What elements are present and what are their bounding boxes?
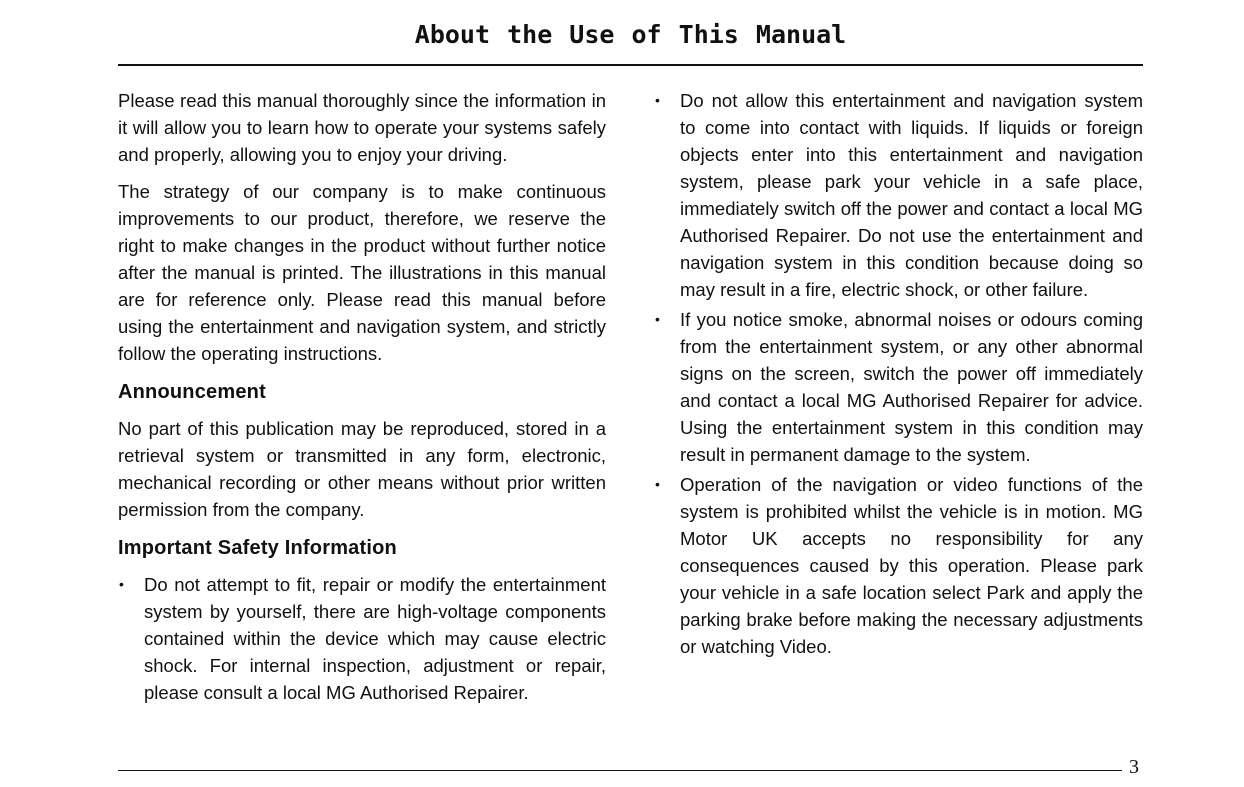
announcement-paragraph: No part of this publication may be reproduced, stored in a retrieval system or transmitted in any form, electronic, mechanical recording or other means without prior written permission from the company. <box>118 418 606 520</box>
page-title: About the Use of This Manual <box>414 20 847 49</box>
safety-bullet-item <box>118 571 606 706</box>
bullet-icon: • <box>655 476 660 492</box>
bullet-text: If you notice smoke, abnormal noises or odours coming from the entertainment system, or any other abnormal signs on the screen, switch the power off immediately and contact a local MG Authorised Repairer for advice. Using the entertainment system in this condition may result in permanent damage to the system. <box>680 309 1143 465</box>
bullet-icon: • <box>655 311 660 327</box>
bullet-text: Do not attempt to fit, repair or modify the entertainment system by yourself, there are high-voltage components contained within the device which may cause electric shock. For internal inspection, adjustment or repair, please consult a local MG Authorised Repairer. <box>144 574 606 703</box>
title-divider <box>118 64 1143 66</box>
safety-bullet-item <box>654 87 1143 303</box>
announcement-heading: Announcement <box>118 381 266 403</box>
intro-paragraph: Please read this manual thoroughly since the information in it will allow you to learn how to operate your systems safely and properly, allowing you to enjoy your driving. <box>118 90 606 165</box>
bullet-icon: • <box>655 92 660 108</box>
footer-divider <box>118 770 1122 771</box>
bullet-icon: • <box>119 576 124 592</box>
safety-bullet-list <box>118 571 606 706</box>
page-number: 3 <box>1129 756 1139 778</box>
right-column <box>654 87 1143 663</box>
safety-bullet-item <box>654 306 1143 468</box>
safety-bullet-list-continued <box>654 87 1143 660</box>
strategy-paragraph: The strategy of our company is to make continuous improvements to our product, therefore, we reserve the right to make changes in the product without further notice after the manual is printed. The illustrations in this manual are for reference only. Please read this manual before using the entertainment and navigation system, and strictly follow the operating instructions. <box>118 181 606 364</box>
bullet-text: Operation of the navigation or video functions of the system is prohibited whilst the vehicle is in motion. MG Motor UK accepts no responsibility for any consequences caused by this operation. Please park your vehicle in a safe location select Park and apply the parking brake before making the necessary adjustments or watching Video. <box>680 474 1143 657</box>
bullet-text: Do not allow this entertainment and navigation system to come into contact with liquids. If liquids or foreign objects enter into this entertainment and navigation system, please park your vehicle in a safe place, immediately switch off the power and contact a local MG Authorised Repairer. Do not use the entertainment and navigation system in this condition because doing so may result in a fire, electric shock, or other failure. <box>680 90 1143 300</box>
safety-heading: Important Safety Information <box>118 537 397 559</box>
safety-bullet-item <box>654 471 1143 660</box>
left-column <box>118 87 606 709</box>
